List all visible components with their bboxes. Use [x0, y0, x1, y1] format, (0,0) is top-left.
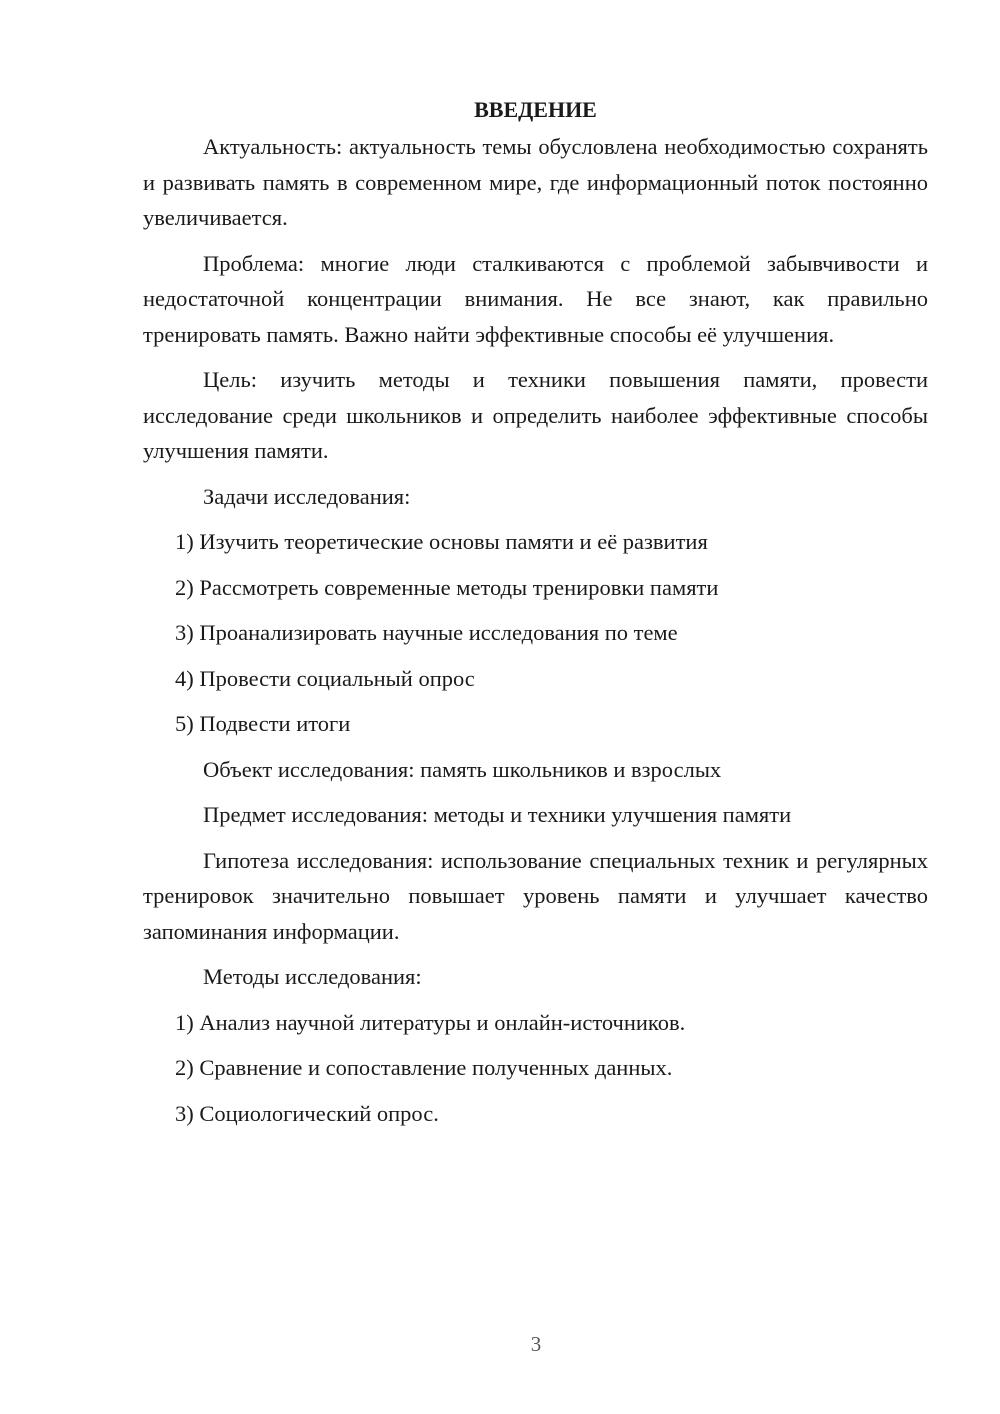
- page-number: 3: [530, 1332, 542, 1356]
- subject-line: Предмет исследования: методы и техники улучшения памяти: [203, 802, 792, 827]
- task-item-3: 3) Проанализировать научные исследования по теме: [175, 620, 678, 645]
- object-line: Объект исследования: память школьников и взрослых: [203, 756, 722, 782]
- relevance-paragraph: Актуальность: актуальность темы обусловлена необходимостью сохранять и развивать память в современном мире, где информационный поток постоянно увеличивается.: [143, 134, 928, 230]
- page-content: [143, 92, 928, 1141]
- task-item-4: 4) Провести социальный опрос: [175, 665, 475, 691]
- method-item-3: 3) Социологический опрос.: [175, 1100, 439, 1126]
- method-item-2: 2) Сравнение и сопоставление полученных данных.: [175, 1055, 673, 1080]
- tasks-heading: Задачи исследования:: [203, 483, 411, 509]
- task-item-5: 5) Подвести итоги: [175, 711, 351, 736]
- problem-paragraph: Проблема: многие люди сталкиваются с проблемой забывчивости и недостаточной концентрации внимания. Не все знают, как правильно тренировать память. Важно найти эффективные способы её улучшения.: [143, 250, 928, 347]
- task-item-1: 1) Изучить теоретические основы памяти и её развития: [175, 529, 708, 554]
- methods-heading: Методы исследования:: [203, 964, 422, 989]
- hypothesis-paragraph: Гипотеза исследования: использование специальных техник и регулярных тренировок значительно повышает уровень памяти и улучшает качество запоминания информации.: [143, 847, 928, 944]
- task-item-2: 2) Рассмотреть современные методы тренировки памяти: [175, 574, 719, 600]
- method-item-1: 1) Анализ научной литературы и онлайн-источников.: [175, 1009, 686, 1035]
- goal-paragraph: Цель: изучить методы и техники повышения памяти, провести исследование среди школьников и определить наиболее эффективные способы улучшения памяти.: [143, 367, 928, 463]
- section-title: ВВЕДЕНИЕ: [474, 97, 597, 122]
